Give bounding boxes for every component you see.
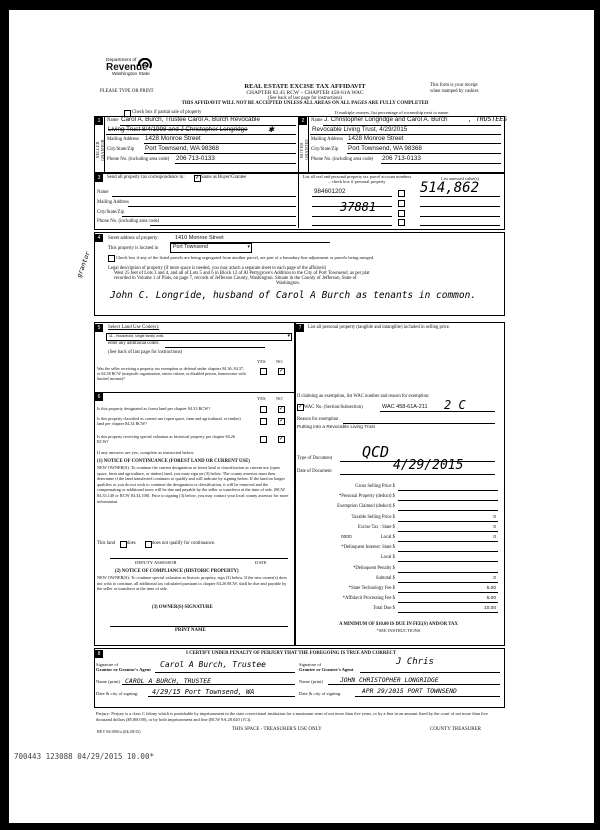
rule <box>312 216 392 217</box>
calc-row-label: Total Due $ <box>372 606 395 612</box>
wac-number[interactable]: WAC 458-61A-211 <box>382 404 428 410</box>
rule <box>420 216 500 217</box>
perjury-notice: Perjury: Perjury is a class C felony which is punishable by imprisonment in the state correctional institution for a maximum term of not more than five years, or by a fine in an amount fixed by the court of not more than five thousand dollars ($5,000.00), or by both imprisonment and fine (RCW 9A.20.020 (1C)). <box>96 711 488 722</box>
calc-row-rule <box>398 572 498 573</box>
local-tax-code: 0000 <box>341 535 352 540</box>
form-title: REAL ESTATE EXCISE TAX AFFIDAVIT <box>244 83 366 90</box>
current-use-question: Is this property classified as current use (open space, farm and agricultural, or timber) land per chapter 84.34 RCW? <box>97 416 241 426</box>
rule <box>110 558 288 559</box>
calc-row-rule <box>398 521 498 522</box>
personal-property-label: List all personal property (tangible and intangible) included in selling price. <box>308 325 451 330</box>
assessed-header: List assessed value(s) <box>440 176 480 181</box>
section-1-number: 1 <box>95 117 103 125</box>
land-use-select[interactable] <box>106 333 292 341</box>
personal-property-checkbox-1[interactable] <box>398 190 405 197</box>
rule <box>312 206 392 207</box>
historic-question: Is this property receiving special valuation as historical property per chapter 84.26 RCW? <box>97 434 235 444</box>
seller-city-label: City/State/Zip <box>107 147 135 152</box>
seller-name-label: Name <box>107 118 119 123</box>
calc-row-rule <box>398 612 498 613</box>
personal-property-checkbox-2[interactable] <box>398 200 405 207</box>
historic-title: (2) NOTICE OF COMPLIANCE (HISTORIC PROPERTY) <box>115 569 239 574</box>
s3-city-label: City/State/Zip <box>97 210 125 215</box>
calc-row-rule <box>398 541 498 542</box>
buyer-name-label: Name <box>311 118 323 123</box>
grantor-signature[interactable]: Carol A Burch, Trustee <box>160 660 266 669</box>
receipt-note-2: when stamped by cashier. <box>430 89 480 94</box>
county-treasurer-label: COUNTY TREASURER <box>430 727 481 732</box>
same-as-buyer-checkbox[interactable] <box>194 175 201 182</box>
q3-yes-checkbox[interactable] <box>260 418 267 425</box>
assessed-value-handwritten: 514,862 <box>420 180 480 196</box>
exemption-label: If claiming an exemption, list WAC number and reason for exemption: <box>297 394 430 399</box>
owner-signature-label: (3) OWNER(S) SIGNATURE <box>152 605 213 610</box>
wac-checkbox[interactable] <box>297 404 304 411</box>
logo-state: Washington State <box>112 72 150 77</box>
rule <box>347 143 501 144</box>
additional-codes-label: enter any additional codes: <box>108 341 160 346</box>
calc-row-value[interactable]: 0 <box>493 535 496 540</box>
grantor-name-label: Name (print) <box>96 679 120 684</box>
buyer-city[interactable]: Port Townsend, WA 98368 <box>348 145 422 152</box>
treasurer-use-label: THIS SPACE - TREASURER'S USE ONLY <box>232 727 322 732</box>
partial-sale-label: Check box if partial sale of property <box>132 110 202 115</box>
rule <box>298 172 299 228</box>
grantee-printed-name[interactable]: JOHN CHRISTOPHER LONGRIDGE <box>340 677 439 684</box>
reason-label: Reason for exemption <box>297 417 339 422</box>
rule <box>120 125 296 126</box>
revision-code: REV 84 0001a (04/28/15) <box>97 729 141 734</box>
grantee-name-label: Name (print) <box>299 679 323 684</box>
parcel-number-2-handwritten: 37881 <box>340 200 377 214</box>
yes-header-2: YES <box>257 396 266 401</box>
jurisdiction-select[interactable] <box>170 243 252 253</box>
calc-row-label: *Affidavit Processing Fee $ <box>342 596 395 602</box>
doc-date-label: Date of Document <box>297 469 332 474</box>
legal-desc-line-3: Washington. <box>276 281 300 286</box>
q4-no-checkbox[interactable] <box>278 436 285 443</box>
street-label: Street address of property: <box>108 236 159 241</box>
rule <box>328 684 500 685</box>
revenue-swirl-icon <box>136 58 154 74</box>
section-8-number: 8 <box>95 650 103 658</box>
rule <box>128 206 296 207</box>
does-qualify-checkbox[interactable] <box>120 541 127 548</box>
rule <box>148 696 295 697</box>
doc-date-handwritten: 4/29/2015 <box>393 458 464 473</box>
logo-dept: Department of <box>106 58 137 63</box>
rule <box>144 153 296 154</box>
form-subtitle: CHAPTER 82.45 RCW – CHAPTER 458-61A WAC <box>246 90 364 96</box>
segregated-checkbox[interactable] <box>108 255 115 262</box>
rule <box>310 134 501 135</box>
buyer-side-label: BUYER GRANTEE <box>299 139 309 161</box>
exemption-question: Was the seller receiving a property tax exemption or deferral under chapters 84.36, 84.37, or 84.38 RCW (nonprofit organization, senior citizen, or disabled person, homeowner with limited income)? <box>97 366 246 381</box>
logo-name: Revenue <box>106 62 148 73</box>
rule <box>360 672 500 673</box>
land-use-value: 11 - Household, single family units <box>109 334 164 338</box>
s3-mail-label: Mailing Address <box>97 200 129 205</box>
calc-row-label: Gross Selling Price $ <box>355 484 395 489</box>
deputy-date-label: DATE <box>255 560 267 565</box>
calc-row-rule <box>398 510 498 511</box>
buyer-phone-label: Phone No. (including area code) <box>311 157 374 162</box>
rule <box>155 672 295 673</box>
jurisdiction-value: Port Townsend <box>173 244 208 250</box>
calc-row-label: Excise Tax : State $ <box>357 524 395 530</box>
calc-row-rule <box>398 602 498 603</box>
any-answers-note: If any answers are yes, complete as instructed below. <box>97 450 195 455</box>
historic-text: NEW OWNER(S): To continue special valuation as historic property, sign (3) below. If the new owner(s) does not wish to continue, all additional tax calculated pursuant to chapter 84.26 RCW, shall be due and payable by the seller or transferor at the time of sale. <box>97 575 287 592</box>
buyer-mail[interactable]: 1428 Monroe Street <box>348 135 404 142</box>
personal-property-checkbox-3[interactable] <box>398 210 405 217</box>
buyer-city-label: City/State/Zip <box>311 147 339 152</box>
calc-row-value[interactable]: 10.00 <box>483 606 496 612</box>
does-not-label: does not qualify for continuance. <box>152 541 216 546</box>
calc-row-value[interactable]: 0 <box>493 575 496 581</box>
rule <box>94 392 294 393</box>
legal-desc-header: Legal description of property (if more space is needed, you may attach a separate sheet to each page of the affidavit) <box>108 266 327 271</box>
grantor-printed-name[interactable]: CAROL A BURCH, TRUSTEE <box>125 677 212 685</box>
grantee-signature[interactable]: J Chris <box>396 657 434 667</box>
seller-city[interactable]: Port Townsend, WA 98368 <box>145 145 219 152</box>
calc-row-value[interactable]: 5.00 <box>486 586 496 591</box>
rule <box>150 225 296 226</box>
see-back-instructions: (See back of last page for instructions) <box>267 96 343 101</box>
section-6-number: 6 <box>95 393 103 401</box>
buyer-trustees-handwritten: , TRUSTEES <box>468 115 508 123</box>
rule <box>343 423 495 424</box>
continuance-text: NEW OWNER(S): To continue the current designation as forest land or classification as current use (open space, farm and agriculture, or timber) land, you must sign on (3) below. The county assessor must then determine if the land transferred continues to qualify and will indicate by signing below. If the land no longer qualifies or you do not wish to continue the designation or classification, it will be removed and the compensating or additional taxes will be due and payable by the seller or transferor at the time of sale. (RCW 84.33.140 or RCW 84.34.108). Prior to signing (3) below, you may contact your local county assessor for more information. <box>97 465 289 504</box>
calc-row-label: Local $ <box>380 535 395 540</box>
multiple-owners-note: If multiple owners, list percentage of ownership next to name. <box>335 110 450 115</box>
legal-desc-line-1: West 25 feet of Lots 3 and 4, and all of Lots 5 and 6 in Block 12 of Al Pettygrove's Addition to the City of Port Townsend, as per plat <box>114 271 370 276</box>
buyer-name-line-2[interactable]: Revocable Living Trust, 4/29/2015 <box>312 126 408 133</box>
same-as-buyer-label: Same as Buyer/Grantee <box>201 175 247 180</box>
please-type-or-print: PLEASE TYPE OR PRINT <box>100 89 154 94</box>
rule <box>355 696 500 697</box>
q3-no-checkbox[interactable] <box>278 418 285 425</box>
calc-row-value[interactable]: 0 <box>493 524 496 530</box>
grantor-sig-label-2: Grantor or Grantor's Agent <box>96 667 151 672</box>
grantee-sig-label-2: Grantee or Grantee's Agent <box>299 667 354 672</box>
minimum-due-note: A MINIMUM OF $10.00 IS DUE IN FEE(S) AND/OR TAX <box>339 622 458 627</box>
no-header: NO <box>276 359 283 364</box>
legal-desc-line-2: recorded in Volume 1 of Plats, on page 7, records of Jefferson County, Washington. Situate in the County of Jefferson, State of <box>114 276 357 281</box>
deputy-assessor-label: DEPUTY ASSESSOR <box>135 560 177 565</box>
calc-row-label: *State Technology Fee $ <box>348 586 395 591</box>
q4-yes-checkbox[interactable] <box>260 436 267 443</box>
section-5-number: 5 <box>95 324 103 332</box>
wac-handwritten: 2 C <box>444 398 466 412</box>
rule <box>165 347 265 348</box>
rule <box>420 225 500 226</box>
street-address[interactable]: 1410 Monroe Street <box>175 235 224 241</box>
buyer-phone[interactable]: 206 713-0133 <box>382 155 421 162</box>
segregated-label: Check box if any of the listed parcels are being segregated from another parcel, are part of a boundary line adjustment or parcels being merged. <box>116 255 375 260</box>
warning-text: THIS AFFIDAVIT WILL NOT BE ACCEPTED UNLESS ALL AREAS ON ALL PAGES ARE FULLY COMPLETED <box>181 101 429 106</box>
section-2-number: 2 <box>299 117 307 125</box>
wac-label: WAC No. (Section/Subsection) <box>304 405 363 410</box>
seller-mail-label: Mailing Address <box>107 137 139 142</box>
grantor-date-city[interactable]: 4/29/15 Port Townsend, WA <box>152 688 255 696</box>
chevron-down-icon: ▾ <box>247 245 250 250</box>
calc-row-rule <box>398 531 498 532</box>
rule <box>420 196 500 197</box>
seller-phone-label: Phone No. (including area code) <box>107 157 170 162</box>
no-header-2: NO <box>276 396 283 401</box>
q2-no-checkbox[interactable] <box>278 406 285 413</box>
see-instructions-note: *SEE INSTRUCTIONS <box>376 628 421 633</box>
rule <box>122 216 296 217</box>
yes-header: YES <box>257 359 266 364</box>
grantor-sig-label-1: Signature of <box>96 662 119 667</box>
calc-row-label: Local $ <box>380 555 395 561</box>
calc-row-rule <box>398 582 498 583</box>
calc-row-label: *Delinquent Interest: State $ <box>341 545 395 551</box>
chevron-down-icon: ▾ <box>287 334 290 339</box>
calc-row-value[interactable]: 5.00 <box>486 596 496 602</box>
q2-yes-checkbox[interactable] <box>260 406 267 413</box>
section-7-number: 7 <box>296 324 304 332</box>
reason-value[interactable]: Putting into a Revocable Living Trust <box>297 425 375 430</box>
calc-row-rule <box>398 561 498 562</box>
buyer-name-line-1[interactable]: J. Christopher Longridge and Carol A. Burch <box>324 116 448 123</box>
calc-row-rule <box>398 592 498 593</box>
land-use-see-back: (See back of last page for instructions) <box>108 350 183 355</box>
land-use-label: Select Land Use Code(s): <box>108 325 160 330</box>
rule <box>122 684 295 685</box>
parcel-number-1[interactable]: 984601202 <box>314 188 346 195</box>
q1-yes-checkbox[interactable] <box>260 368 267 375</box>
grantor-date-label: Date & city of signing: <box>96 691 139 696</box>
doc-type-label: Type of Document <box>297 456 333 461</box>
rule <box>312 196 392 197</box>
rule <box>312 225 392 226</box>
handwritten-tenancy-note: John C. Longride, husband of Carol A Burch as tenants in common. <box>110 290 477 301</box>
grantor-margin-note: grantor <box>75 250 92 279</box>
rule <box>340 474 495 475</box>
star-mark-icon: ✱ <box>268 124 275 135</box>
rule <box>347 153 501 154</box>
rule <box>323 125 501 126</box>
seller-side-label: SELLER GRANTOR <box>95 139 105 161</box>
forest-land-question: Is this property designated as forest land per chapter 84.33 RCW? <box>97 406 211 411</box>
calc-row-rule <box>398 490 498 491</box>
parcel-header: List all real and personal property tax parcel account numbers – check box if personal property <box>302 174 412 184</box>
calc-row-rule <box>398 500 498 501</box>
rule <box>110 626 288 627</box>
recording-stamp: 700443 123088 04/29/2015 10.00* <box>14 752 154 761</box>
receipt-note-1: This form is your receipt <box>430 83 478 88</box>
certify-statement: I CERTIFY UNDER PENALTY OF PERJURY THAT THE FOREGOING IS TRUE AND CORRECT <box>186 651 397 656</box>
grantee-date-label: Date & city of signing: <box>299 691 342 696</box>
rule <box>112 196 296 197</box>
rule <box>381 163 501 164</box>
seller-name-line-2[interactable]: Living Trust 8/4/1998 and J Christopher Longridge <box>108 126 248 133</box>
tax-correspondence-label: Send all property tax correspondence to: <box>107 175 185 180</box>
s3-name-label: Name <box>97 190 109 195</box>
grantee-sig-label-1: Signature of <box>299 662 322 667</box>
rule <box>380 411 495 412</box>
seller-name-line-1[interactable]: Carol A. Burch, Trustee Carol A. Burch Revocable <box>121 116 260 123</box>
doc-type-handwritten: QCD <box>362 443 390 461</box>
rule <box>420 206 500 207</box>
located-label: This property is located in <box>108 246 159 251</box>
print-name-label: PRINT NAME <box>175 628 206 633</box>
section-4-number: 4 <box>95 234 103 242</box>
calc-row-label: Taxable Selling Price $ <box>351 514 395 520</box>
does-label: does <box>127 541 136 546</box>
does-not-qualify-checkbox[interactable] <box>145 541 152 548</box>
calc-row-rule <box>398 551 498 552</box>
q1-no-checkbox[interactable] <box>278 368 285 375</box>
grantee-date-city[interactable]: APR 29/2015 PORT TOWNSEND <box>362 688 457 695</box>
s3-phone-label: Phone No. (including area code) <box>97 219 160 224</box>
calc-row-label: *Delinquent Penalty $ <box>353 565 395 571</box>
continuance-title: (1) NOTICE OF CONTINUANCE (FOREST LAND OR CURRENT USE) <box>97 459 250 464</box>
rule <box>175 163 296 164</box>
calc-row-label: Exemption Claimed (deduct) $ <box>337 504 395 510</box>
section-3-number: 3 <box>95 174 103 182</box>
seller-phone[interactable]: 206 713-0133 <box>176 155 215 162</box>
buyer-mail-label: Mailing Address <box>311 137 343 142</box>
calc-row-label: Subtotal $ <box>375 575 395 581</box>
calc-row-label: *Personal Property (deduct) $ <box>338 494 395 500</box>
calc-row-value[interactable]: 0 <box>493 514 496 520</box>
rule <box>106 134 296 135</box>
rule <box>144 143 296 144</box>
this-land-label: This land <box>97 541 115 546</box>
seller-mail[interactable]: 1428 Monroe Street <box>145 135 201 142</box>
personal-property-checkbox-4[interactable] <box>398 219 405 226</box>
